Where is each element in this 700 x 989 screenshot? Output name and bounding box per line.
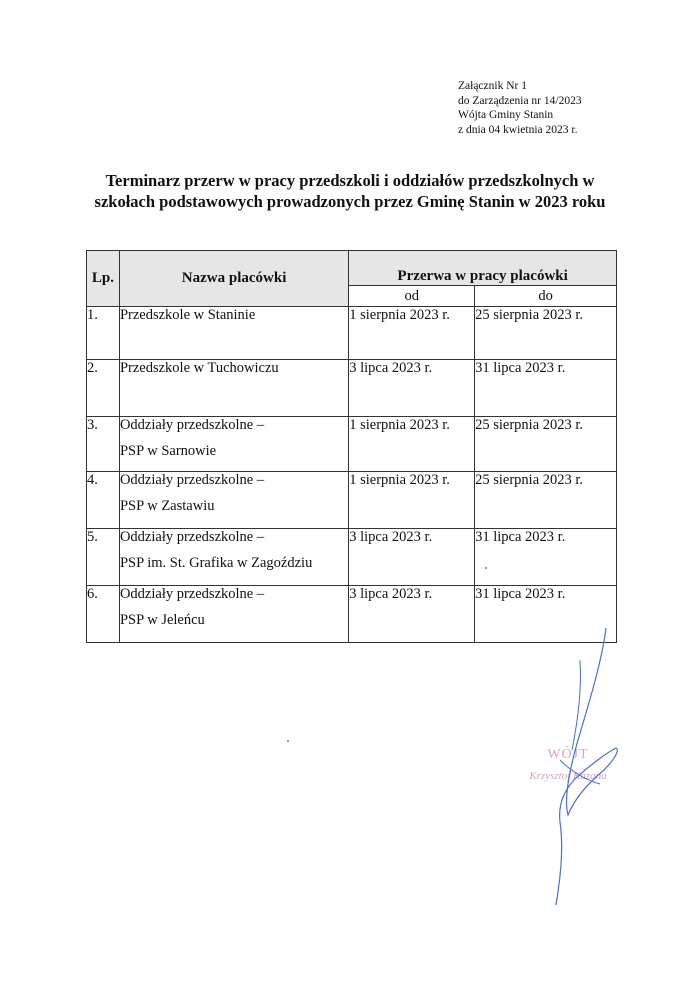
table-row [87, 307, 617, 360]
column-header-from: od [349, 286, 475, 307]
facility-name-line-1: Oddziały przedszkolne – [119, 472, 265, 488]
break-from: 1 sierpnia 2023 r. [349, 417, 475, 472]
table-row [87, 529, 617, 586]
row-number: 3. [87, 417, 120, 472]
facility-name [119, 586, 348, 643]
facility-name-line-2: PSP im. St. Grafika w Zagoździu [119, 555, 313, 571]
facility-name-line-1: Oddziały przedszkolne – [119, 586, 265, 602]
facility-name-line-1: Oddziały przedszkolne – [119, 417, 265, 433]
facility-name-line-2: PSP w Jeleńcu [119, 612, 205, 628]
table-row [87, 472, 617, 529]
facility-name [119, 307, 348, 360]
row-number: 2. [87, 360, 120, 417]
break-schedule-table [86, 250, 617, 643]
facility-name [119, 472, 348, 529]
table-row [87, 360, 617, 417]
document-title-line-1: Terminarz przerw w pracy przedszkoli i oddziałów przedszkolnych w [105, 171, 595, 190]
attachment-note-line: do Zarządzenia nr 14/2023 [458, 94, 582, 107]
break-to: 25 sierpnia 2023 r. [475, 307, 617, 360]
break-from: 3 lipca 2023 r. [349, 529, 475, 586]
scan-speck [485, 567, 487, 569]
facility-name-line-1: Przedszkole w Tuchowiczu [119, 360, 279, 376]
stamp-role: WÓJT [547, 747, 589, 762]
row-number: 6. [87, 586, 120, 643]
attachment-note-line: z dnia 04 kwietnia 2023 r. [458, 123, 578, 136]
break-from: 3 lipca 2023 r. [349, 360, 475, 417]
document-title-line-2: szkołach podstawowych prowadzonych przez Gminę Stanin w 2023 roku [94, 192, 606, 211]
facility-name-line-2: PSP w Zastawiu [119, 498, 215, 514]
attachment-note [458, 79, 678, 137]
column-header-lp: Lp. [87, 251, 120, 307]
facility-name-line-2: PSP w Sarnowie [119, 443, 217, 459]
break-from: 1 sierpnia 2023 r. [349, 307, 475, 360]
break-to: 25 sierpnia 2023 r. [475, 417, 617, 472]
facility-name-line-1: Przedszkole w Staninie [119, 307, 256, 323]
column-header-name: Nazwa placówki [119, 251, 348, 307]
column-header-to: do [475, 286, 617, 307]
attachment-note-line: Załącznik Nr 1 [458, 80, 527, 92]
facility-name [119, 360, 348, 417]
facility-name [119, 529, 348, 586]
signature-stroke [556, 628, 617, 905]
column-header-break: Przerwa w pracy placówki [349, 251, 617, 286]
facility-name [119, 417, 348, 472]
break-to: 31 lipca 2023 r. [475, 529, 617, 586]
break-to: 25 sierpnia 2023 r. [475, 472, 617, 529]
break-to: 31 lipca 2023 r. [475, 360, 617, 417]
handwritten-signature [520, 600, 630, 920]
attachment-note-line: Wójta Gminy Stanin [458, 109, 554, 121]
break-from: 3 lipca 2023 r. [349, 586, 475, 643]
row-number: 1. [87, 307, 120, 360]
row-number: 5. [87, 529, 120, 586]
scan-speck [287, 740, 289, 742]
facility-name-line-1: Oddziały przedszkolne – [119, 529, 265, 545]
stamp-name: Krzysztof Kazana [529, 770, 607, 782]
signature-stroke [560, 760, 600, 784]
row-number: 4. [87, 472, 120, 529]
break-to: 31 lipca 2023 r. [475, 586, 617, 643]
table-row [87, 417, 617, 472]
break-from: 1 sierpnia 2023 r. [349, 472, 475, 529]
document-title [60, 170, 640, 212]
